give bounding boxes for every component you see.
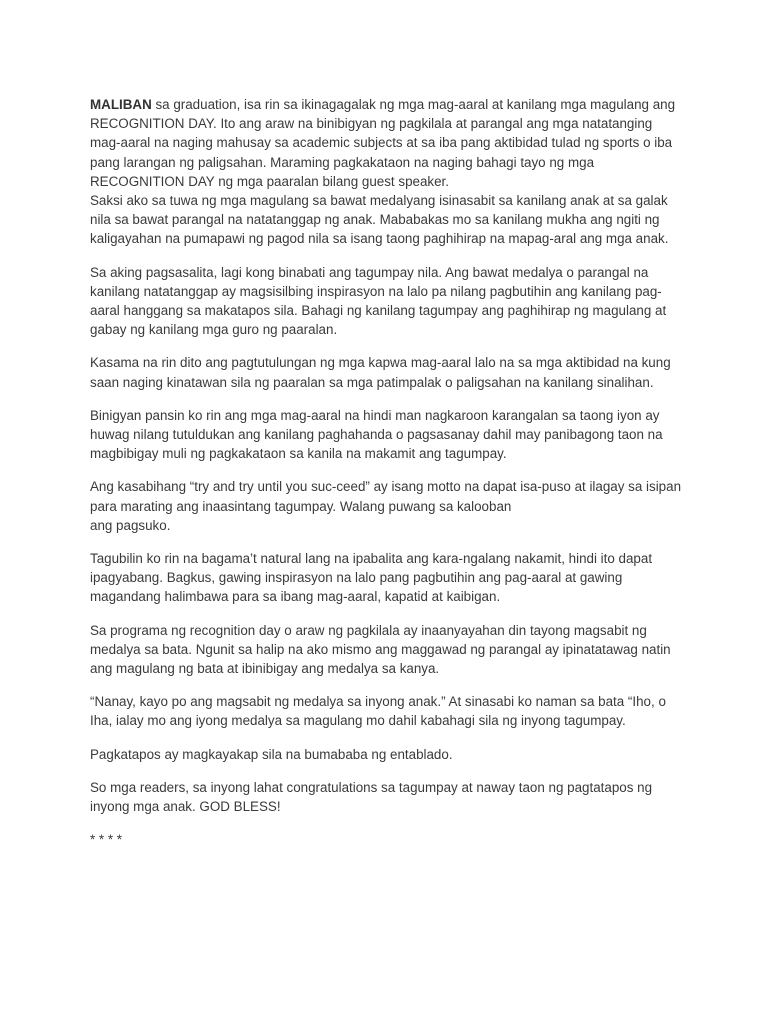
paragraph-3: Kasama na rin dito ang pagtutulungan ng mga kapwa mag-aaral lalo na sa mga aktibidad na kung saan naging kinatawan sila ng paaralan sa mga patimpalak o paligsahan na kanilang sinalihan. — [90, 355, 671, 390]
paragraph-10: So mga readers, sa inyong lahat congratulations sa tagumpay at naway taon ng pagtatapos ng inyong mga anak. GOD BLESS! — [90, 779, 653, 815]
paragraph-intro — [90, 95, 684, 249]
paragraph-5-text: Ang kasabihang “try and try until you suc-ceed” ay isang motto na dapat isa-puso at ilagay sa isipan para marating ang inaasintang tagumpay. Walang puwang sa kalooban — [90, 479, 682, 514]
paragraph-5 — [90, 477, 684, 535]
paragraph-8: “Nanay, kayo po ang magsabit ng medalya sa inyong anak.” At sinasabi ko naman sa bata “Iho, o Iha, ialay mo ang iyong medalya sa magulang mo dahil kabahagi sila ng inyong tagumpay. — [90, 694, 666, 729]
paragraph-6: Tagubilin ko rin na bagama’t natural lang na ipabalita ang kara-ngalang nakamit, hindi ito dapat ipagyabang. Bagkus, gawing inspirasyon na lalo pang pagbutihin ang pag-aaral at gawing magandang halimbawa para sa ibang mag-aaral, kapatid at kaibigan. — [90, 551, 653, 605]
paragraph-7: Sa programa ng recognition day o araw ng pagkilala ay inaanyayahan din tayong magsabit ng medalya sa bata. Ngunit sa halip na ako mismo ang maggawad ng parangal ay ipinatatawag natin ang magulang ng bata at ibinibigay ang medalya sa kanya. — [90, 622, 671, 677]
paragraph-intro-continuation: Saksi ako sa tuwa ng mga magulang sa bawat medalyang isinasabit sa kanilang anak at sa galak nila sa bawat parangal na natatanggap ng anak. Mababakas mo sa kanilang mukha ang ngiti ng kaligayahan na pumapawi ng pagod nila sa isang taong paghihirap na mapag-aral ang mga anak. — [90, 193, 669, 247]
paragraph-5-tail: ang pagsuko. — [90, 517, 171, 533]
paragraph-4: Binigyan pansin ko rin ang mga mag-aaral na hindi man nagkaroon karangalan sa taong iyon ay huwag nilang tutuldukan ang kanilang paghahanda o pagsasanay dahil may panibagong taon na magbibigay muli ng pagkakataon sa kanila na makamit ang tagumpay. — [90, 407, 663, 462]
paragraph-intro-text: sa graduation, isa rin sa ikinagagalak ng mga mag-aaral at kanilang mga magulang ang RECOGNITION DAY. Ito ang araw na binibigyan ng pagkilala at parangal ang mga natatanging mag-aaral na naging mahusay sa academic subjects at sa iba pang aktibidad tulad ng sports o iba pang larangan ng paligsahan. Maraming pagkakataon na naging bahagi tayo ng mga RECOGNITION DAY ng mga paaralan bilang guest speaker. — [90, 97, 676, 189]
document-body — [90, 95, 684, 864]
paragraph-9: Pagkatapos ay magkayakap sila na bumababa ng entablado. — [90, 746, 453, 762]
lead-word: MALIBAN — [90, 97, 152, 112]
end-mark: * * * * — [90, 832, 123, 848]
paragraph-2: Sa aking pagsasalita, lagi kong binabati ang tagumpay nila. Ang bawat medalya o parangal na kanilang natatanggap ay magsisilbing inspirasyon na lalo pa nilang pagbutihin ang kanilang pag-aaral hanggang sa makatapos sila. Bahagi ng kanilang tagumpay ang paghihirap ng magulang at gabay ng kanilang mga guro ng paaralan. — [90, 264, 667, 338]
